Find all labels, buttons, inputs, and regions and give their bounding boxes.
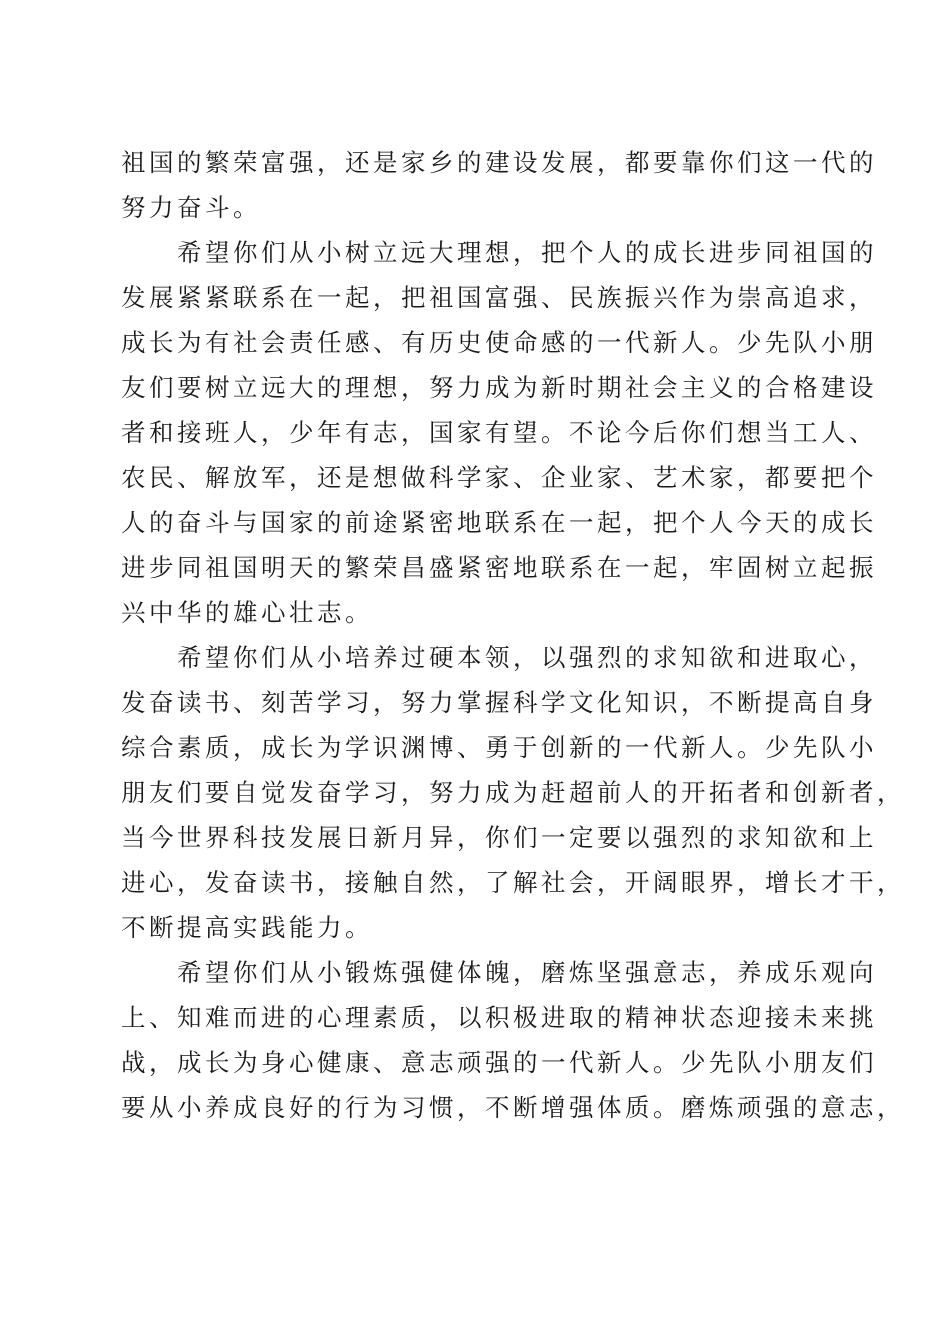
text-line: 不断提高实践能力。	[121, 913, 373, 942]
text-line: 进心，发奋读书，接触自然，了解社会，开阔眼界，增长才干，	[121, 868, 905, 897]
text-line: 兴中华的雄心壮志。	[121, 598, 373, 627]
text-line: 友们要树立远大的理想，努力成为新时期社会主义的合格建设	[121, 373, 877, 402]
text-line: 农民、解放军，还是想做科学家、企业家、艺术家，都要把个	[121, 463, 877, 492]
text-line: 努力奋斗。	[121, 193, 261, 222]
text-line: 希望你们从小树立远大理想，把个人的成长进步同祖国的	[121, 238, 877, 267]
text-line: 成长为有社会责任感、有历史使命感的一代新人。少先队小朋	[121, 328, 877, 357]
text-line: 当今世界科技发展日新月异，你们一定要以强烈的求知欲和上	[121, 823, 877, 852]
text-line: 希望你们从小锻炼强健体魄，磨炼坚强意志，养成乐观向	[121, 958, 877, 987]
text-line: 发奋读书、刻苦学习，努力掌握科学文化知识，不断提高自身	[121, 688, 877, 717]
text-line: 要从小养成良好的行为习惯，不断增强体质。磨炼顽强的意志，	[121, 1093, 905, 1122]
text-line: 战，成长为身心健康、意志顽强的一代新人。少先队小朋友们	[121, 1048, 877, 1077]
text-line: 者和接班人，少年有志，国家有望。不论今后你们想当工人、	[121, 418, 877, 447]
text-line: 发展紧紧联系在一起，把祖国富强、民族振兴作为崇高追求，	[121, 283, 877, 312]
text-line: 人的奋斗与国家的前途紧密地联系在一起，把个人今天的成长	[121, 508, 877, 537]
text-line: 朋友们要自觉发奋学习，努力成为赶超前人的开拓者和创新者，	[121, 778, 905, 807]
paragraph	[121, 230, 877, 635]
text-line: 上、知难而进的心理素质，以积极进取的精神状态迎接未来挑	[121, 1003, 877, 1032]
paragraph	[121, 635, 905, 950]
text-line: 综合素质，成长为学识渊博、勇于创新的一代新人。少先队小	[121, 733, 877, 762]
text-line: 进步同祖国明天的繁荣昌盛紧密地联系在一起，牢固树立起振	[121, 553, 877, 582]
document-body	[121, 140, 905, 1130]
paragraph	[121, 950, 905, 1130]
text-line: 希望你们从小培养过硬本领，以强烈的求知欲和进取心，	[121, 643, 877, 672]
paragraph	[121, 140, 877, 230]
text-line: 祖国的繁荣富强，还是家乡的建设发展，都要靠你们这一代的	[121, 148, 877, 177]
